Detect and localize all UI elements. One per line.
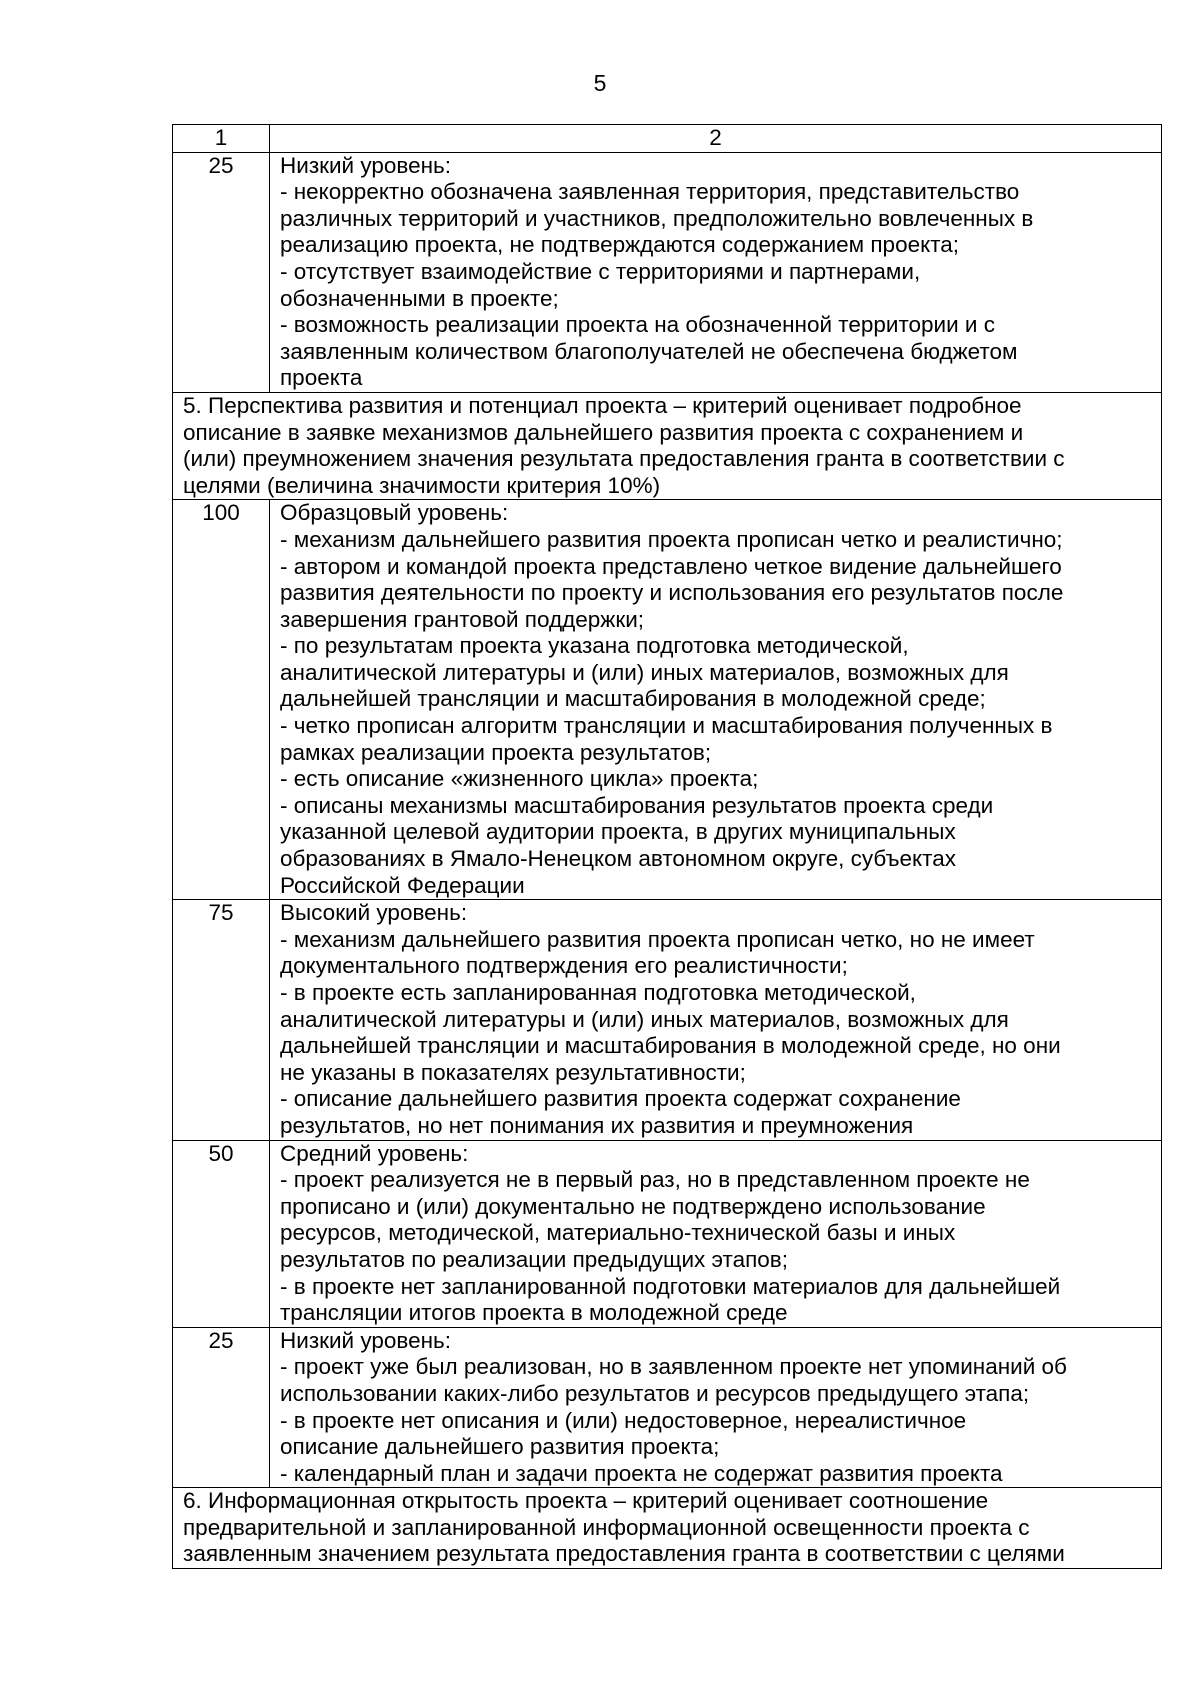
description-line: - в проекте нет запланированной подготовки материалов для дальнейшей	[280, 1273, 1061, 1299]
description-line: документального подтверждения его реалистичности;	[280, 953, 848, 979]
description-line: - механизм дальнейшего развития проекта прописан четко, но не имеет	[280, 926, 1035, 952]
criterion-description	[173, 392, 1162, 499]
score-row	[173, 1140, 1162, 1327]
description-line: прописано и (или) документально не подтверждено использование	[280, 1193, 986, 1219]
criterion-line: 6. Информационная открытость проекта – критерий оценивает соотношение	[183, 1488, 989, 1514]
score-value: 25	[173, 1327, 270, 1488]
score-value: 50	[173, 1140, 270, 1327]
description-line: проекта	[280, 365, 363, 391]
description-line: не указаны в показателях результативности;	[280, 1059, 746, 1085]
header-row	[173, 125, 1162, 153]
criterion-description	[173, 1488, 1162, 1569]
description-line: завершения грантовой поддержки;	[280, 606, 645, 632]
description-line: Образцовый уровень:	[280, 500, 509, 526]
description-line: - возможность реализации проекта на обозначенной территории и с	[280, 312, 995, 338]
description-line: результатов, но нет понимания их развития и преумножения	[280, 1112, 914, 1138]
description-line: - по результатам проекта указана подготовка методической,	[280, 633, 909, 659]
description-line: реализацию проекта, не подтверждаются содержанием проекта;	[280, 232, 960, 258]
score-row	[173, 1327, 1162, 1488]
description-line: ресурсов, методической, материально-технической базы и иных	[280, 1220, 956, 1246]
description-line: Низкий уровень:	[280, 1327, 452, 1353]
description-line: развития деятельности по проекту и использования его результатов после	[280, 580, 1064, 606]
description-line: дальнейшей трансляции и масштабирования в молодежной среде;	[280, 686, 986, 712]
description-line: - некорректно обозначена заявленная территория, представительство	[280, 179, 1020, 205]
criterion-section-row	[173, 392, 1162, 499]
description-line: Высокий уровень:	[280, 900, 468, 926]
level-description	[270, 152, 1162, 392]
description-line: трансляции итогов проекта в молодежной среде	[280, 1300, 788, 1326]
description-line: описание дальнейшего развития проекта;	[280, 1434, 720, 1460]
description-line: - проект реализуется не в первый раз, но в представленном проекте не	[280, 1167, 1030, 1193]
criteria-table	[172, 124, 1162, 1569]
score-value: 100	[173, 500, 270, 900]
criterion-line: заявленным значением результата предоставления гранта в соответствии с целями	[183, 1541, 1065, 1567]
description-line: заявленным количеством благополучателей не обеспечена бюджетом	[280, 338, 1018, 364]
level-description	[270, 500, 1162, 900]
criterion-line: 5. Перспектива развития и потенциал проекта – критерий оценивает подробное	[183, 392, 1022, 418]
description-line: - автором и командой проекта представлено четкое видение дальнейшего	[280, 553, 1062, 579]
description-line: аналитической литературы и (или) иных материалов, возможных для	[280, 659, 1009, 685]
description-line: аналитической литературы и (или) иных материалов, возможных для	[280, 1006, 1009, 1032]
score-row	[173, 152, 1162, 392]
score-value: 25	[173, 152, 270, 392]
score-value: 75	[173, 900, 270, 1140]
description-line: Российской Федерации	[280, 872, 525, 898]
criterion-line: целями (величина значимости критерия 10%)	[183, 472, 661, 498]
description-line: - четко прописан алгоритм трансляции и масштабирования полученных в	[280, 713, 1053, 739]
description-line: - есть описание «жизненного цикла» проекта;	[280, 766, 759, 792]
description-line: обозначенными в проекте;	[280, 285, 559, 311]
level-description	[270, 1327, 1162, 1488]
description-line: - описание дальнейшего развития проекта содержат сохранение	[280, 1086, 961, 1112]
criterion-line: предварительной и запланированной информационной освещенности проекта с	[183, 1514, 1030, 1540]
description-line: - описаны механизмы масштабирования результатов проекта среди	[280, 792, 994, 818]
description-line: - календарный план и задачи проекта не содержат развития проекта	[280, 1460, 1003, 1486]
description-line: различных территорий и участников, предположительно вовлеченных в	[280, 205, 1034, 231]
description-line: - в проекте нет описания и (или) недостоверное, нереалистичное	[280, 1407, 967, 1433]
description-line: - механизм дальнейшего развития проекта прописан четко и реалистично;	[280, 526, 1063, 552]
description-line: Средний уровень:	[280, 1140, 469, 1166]
description-line: дальнейшей трансляции и масштабирования в молодежной среде, но они	[280, 1033, 1061, 1059]
criterion-section-row	[173, 1488, 1162, 1569]
description-line: - в проекте есть запланированная подготовка методической,	[280, 980, 916, 1005]
page-number: 5	[593, 70, 607, 96]
description-line: - проект уже был реализован, но в заявленном проекте нет упоминаний об	[280, 1354, 1067, 1380]
criteria-table-body	[173, 125, 1162, 1569]
description-line: результатов по реализации предыдущих этапов;	[280, 1246, 789, 1272]
description-line: использовании каких-либо результатов и ресурсов предыдущего этапа;	[280, 1380, 1030, 1406]
description-line: образованиях в Ямало-Ненецком автономном округе, субъектах	[280, 846, 956, 872]
column-header-1: 1	[173, 125, 270, 153]
description-line: рамках реализации проекта результатов;	[280, 739, 712, 765]
score-row	[173, 500, 1162, 900]
column-header-2: 2	[270, 125, 1162, 153]
description-line: Низкий уровень:	[280, 152, 452, 178]
criterion-line: описание в заявке механизмов дальнейшего развития проекта с сохранением и	[183, 419, 1024, 445]
criterion-line: (или) преумножением значения результата предоставления гранта в соответствии с	[183, 446, 1065, 472]
description-line: - отсутствует взаимодействие с территориями и партнерами,	[280, 258, 921, 284]
score-row	[173, 900, 1162, 1140]
level-description	[270, 900, 1162, 1140]
description-line: указанной целевой аудитории проекта, в других муниципальных	[280, 819, 956, 845]
level-description	[270, 1140, 1162, 1327]
